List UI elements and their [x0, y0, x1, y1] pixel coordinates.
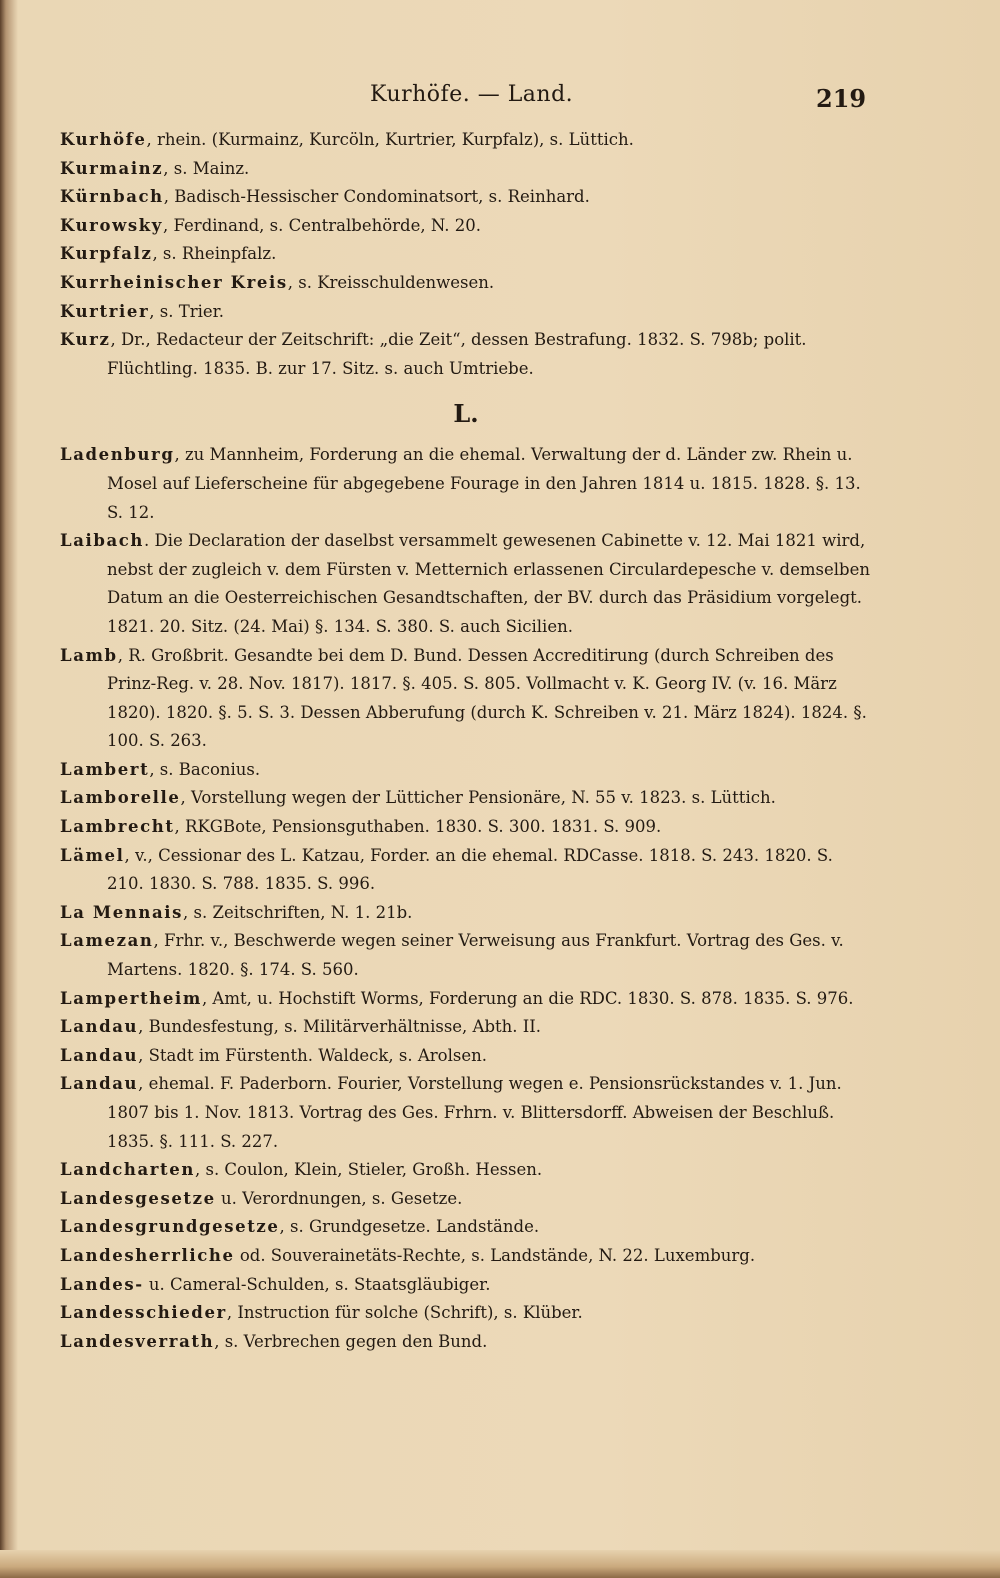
- index-entry: [60, 784, 872, 813]
- index-entry: [60, 985, 872, 1014]
- entry-headword: Lampertheim: [60, 988, 202, 1008]
- index-entry: [60, 1156, 872, 1185]
- entry-headword: Lambrecht: [60, 817, 175, 837]
- entry-headword: Landesschieder: [60, 1303, 227, 1323]
- entry-headword: Kurpfalz: [60, 244, 153, 264]
- entry-headword: Kurz: [60, 330, 111, 350]
- entry-headword: Kurtrier: [60, 301, 150, 321]
- index-content: [60, 126, 872, 1356]
- entry-headword: Lamborelle: [60, 788, 181, 808]
- entry-text: , rhein. (Kurmainz, Kurcöln, Kurtrier, Kurpfalz), s. Lüttich.: [146, 130, 634, 149]
- entry-headword: Kurmainz: [60, 158, 164, 178]
- entry-text: , Badisch-Hessischer Condominatsort, s. Reinhard.: [163, 187, 590, 207]
- entry-headword: Lamezan: [60, 931, 154, 951]
- entry-headword: Ladenburg: [60, 445, 175, 465]
- entry-text: , RKGBote, Pensionsguthaben. 1830. S. 300. 1831. S. 909.: [174, 817, 662, 837]
- entry-headword: Landes-: [60, 1274, 144, 1294]
- entry-text: , s. Grundgesetze. Landstände.: [279, 1217, 540, 1237]
- entry-text: , Amt, u. Hochstift Worms, Forderung an die RDC. 1830. S. 878. 1835. S. 976.: [201, 988, 854, 1008]
- running-head: Kurhöfe. — Land.: [370, 82, 574, 107]
- entry-text: , s. Coulon, Klein, Stieler, Großh. Hessen.: [194, 1160, 543, 1180]
- index-entry: [60, 212, 872, 241]
- index-section-l: [60, 441, 872, 1356]
- index-entry: [60, 269, 872, 298]
- entry-headword: Landau: [60, 1017, 139, 1037]
- index-entry: [60, 326, 872, 383]
- entry-text: , s. Zeitschriften, N. 1. 21b.: [183, 902, 413, 922]
- entry-text: , ehemal. F. Paderborn. Fourier, Vorstellung wegen e. Pensionsrückstandes v. 1. Jun. 1807 bis 1. Nov. 1813. Vortrag des Ges. Frhrn. v. Blittersdorff. Abweisen der Beschluß. 1835. §. 111. S. 227.: [107, 1074, 842, 1151]
- entry-text: , zu Mannheim, Forderung an die ehemal. Verwaltung der d. Länder zw. Rhein u. Mosel auf Lieferscheine für abgegebene Fourage in den Jahren 1814 u. 1815. 1828. §. 13. S. 12.: [107, 445, 861, 522]
- entry-headword: Landau: [60, 1045, 139, 1065]
- index-entry: [60, 842, 872, 899]
- entry-text: , Stadt im Fürstenth. Waldeck, s. Arolsen.: [138, 1045, 487, 1065]
- index-entry: [60, 1185, 872, 1214]
- index-entry: [60, 1242, 872, 1271]
- entry-headword: La Mennais: [60, 902, 184, 922]
- entry-text: u. Verordnungen, s. Gesetze.: [215, 1188, 463, 1208]
- section-letter: L.: [453, 399, 479, 429]
- index-entry: [60, 126, 872, 155]
- entry-text: , Frhr. v., Beschwerde wegen seiner Verweisung aus Frankfurt. Vortrag des Ges. v. Martens. 1820. §. 174. S. 560.: [107, 931, 844, 980]
- index-entry: [60, 756, 872, 785]
- index-entry: [60, 240, 872, 269]
- entry-headword: Landesherrliche: [60, 1245, 235, 1265]
- entry-headword: Laibach: [60, 531, 145, 551]
- entry-headword: Kurhöfe: [60, 130, 147, 149]
- entry-headword: Lämel: [60, 845, 125, 865]
- entry-text: , s. Baconius.: [149, 759, 261, 779]
- page-number: 219: [816, 84, 867, 113]
- entry-text: , Ferdinand, s. Centralbehörde, N. 20.: [163, 215, 481, 235]
- entry-headword: Kurrheinischer Kreis: [60, 272, 288, 292]
- entry-text: , s. Mainz.: [163, 158, 250, 178]
- entry-headword: Kurowsky: [60, 215, 163, 235]
- entry-text: , v., Cessionar des L. Katzau, Forder. an die ehemal. RDCasse. 1818. S. 243. 1820. S. 210. 1830. S. 788. 1835. S. 996.: [107, 845, 833, 894]
- index-entry: [60, 1271, 872, 1300]
- entry-text: , s. Trier.: [149, 301, 224, 321]
- entry-headword: Lambert: [60, 759, 150, 779]
- entry-text: , Instruction für solche (Schrift), s. Klüber.: [226, 1303, 583, 1323]
- index-entry: [60, 1328, 872, 1357]
- index-entry: [60, 183, 872, 212]
- entry-text: , Dr., Redacteur der Zeitschrift: „die Zeit“, dessen Bestrafung. 1832. S. 798b; polit. Flüchtling. 1835. B. zur 17. Sitz. s. auch Umtriebe.: [107, 330, 807, 378]
- index-entry: [60, 642, 872, 756]
- entry-text: od. Souverainetäts-Rechte, s. Landstände, N. 22. Luxemburg.: [234, 1245, 756, 1265]
- page-bottom-edge: [0, 1550, 1000, 1578]
- entry-headword: Landesverrath: [60, 1331, 215, 1351]
- entry-text: , s. Rheinpfalz.: [152, 244, 277, 264]
- page-header: [0, 78, 1000, 118]
- entry-text: , s. Verbrechen gegen den Bund.: [214, 1331, 488, 1351]
- index-entry: [60, 1042, 872, 1071]
- entry-headword: Landesgesetze: [60, 1188, 216, 1208]
- index-entry: [60, 298, 872, 327]
- entry-headword: Landau: [60, 1074, 139, 1094]
- entry-text: , Vorstellung wegen der Lütticher Pensionäre, N. 55 v. 1823. s. Lüttich.: [180, 788, 776, 808]
- index-entry: [60, 813, 872, 842]
- entry-text: . Die Declaration der daselbst versammelt gewesenen Cabinette v. 12. Mai 1821 wird, nebst der zugleich v. dem Fürsten v. Metternich erlassenen Circulardepesche v. demselben Datum an die Oesterreichischen Gesandtschaften, der BV. durch das Präsidium vorgelegt. 1821. 20. Sitz. (24. Mai) §. 134. S. 380. S. auch Sicilien.: [107, 531, 870, 636]
- index-entry: [60, 1070, 872, 1156]
- index-entry: [60, 927, 872, 984]
- index-section-k: [60, 126, 872, 383]
- entry-headword: Landesgrundgesetze: [60, 1217, 280, 1237]
- index-entry: [60, 155, 872, 184]
- index-entry: [60, 527, 872, 641]
- index-entry: [60, 1013, 872, 1042]
- entry-headword: Landcharten: [60, 1160, 195, 1180]
- entry-text: , R. Großbrit. Gesandte bei dem D. Bund. Dessen Accreditirung (durch Schreiben des Prinz-Reg. v. 28. Nov. 1817). 1817. §. 405. S. 805. Vollmacht v. K. Georg IV. (v. 16. März 1820). 1820. §. 5. S. 3. Dessen Abberufung (durch K. Schreiben v. 21. März 1824). 1824. §. 100. S. 263.: [107, 645, 867, 751]
- index-entry: [60, 899, 872, 928]
- entry-headword: Lamb: [60, 645, 118, 665]
- entry-text: , Bundesfestung, s. Militärverhältnisse, Abth. II.: [138, 1017, 542, 1037]
- entry-headword: Kürnbach: [60, 187, 164, 207]
- index-entry: [60, 1299, 872, 1328]
- index-entry: [60, 1213, 872, 1242]
- entry-text: u. Cameral-Schulden, s. Staatsgläubiger.: [143, 1274, 491, 1294]
- entry-text: , s. Kreisschuldenwesen.: [287, 272, 495, 292]
- index-entry: [60, 441, 872, 527]
